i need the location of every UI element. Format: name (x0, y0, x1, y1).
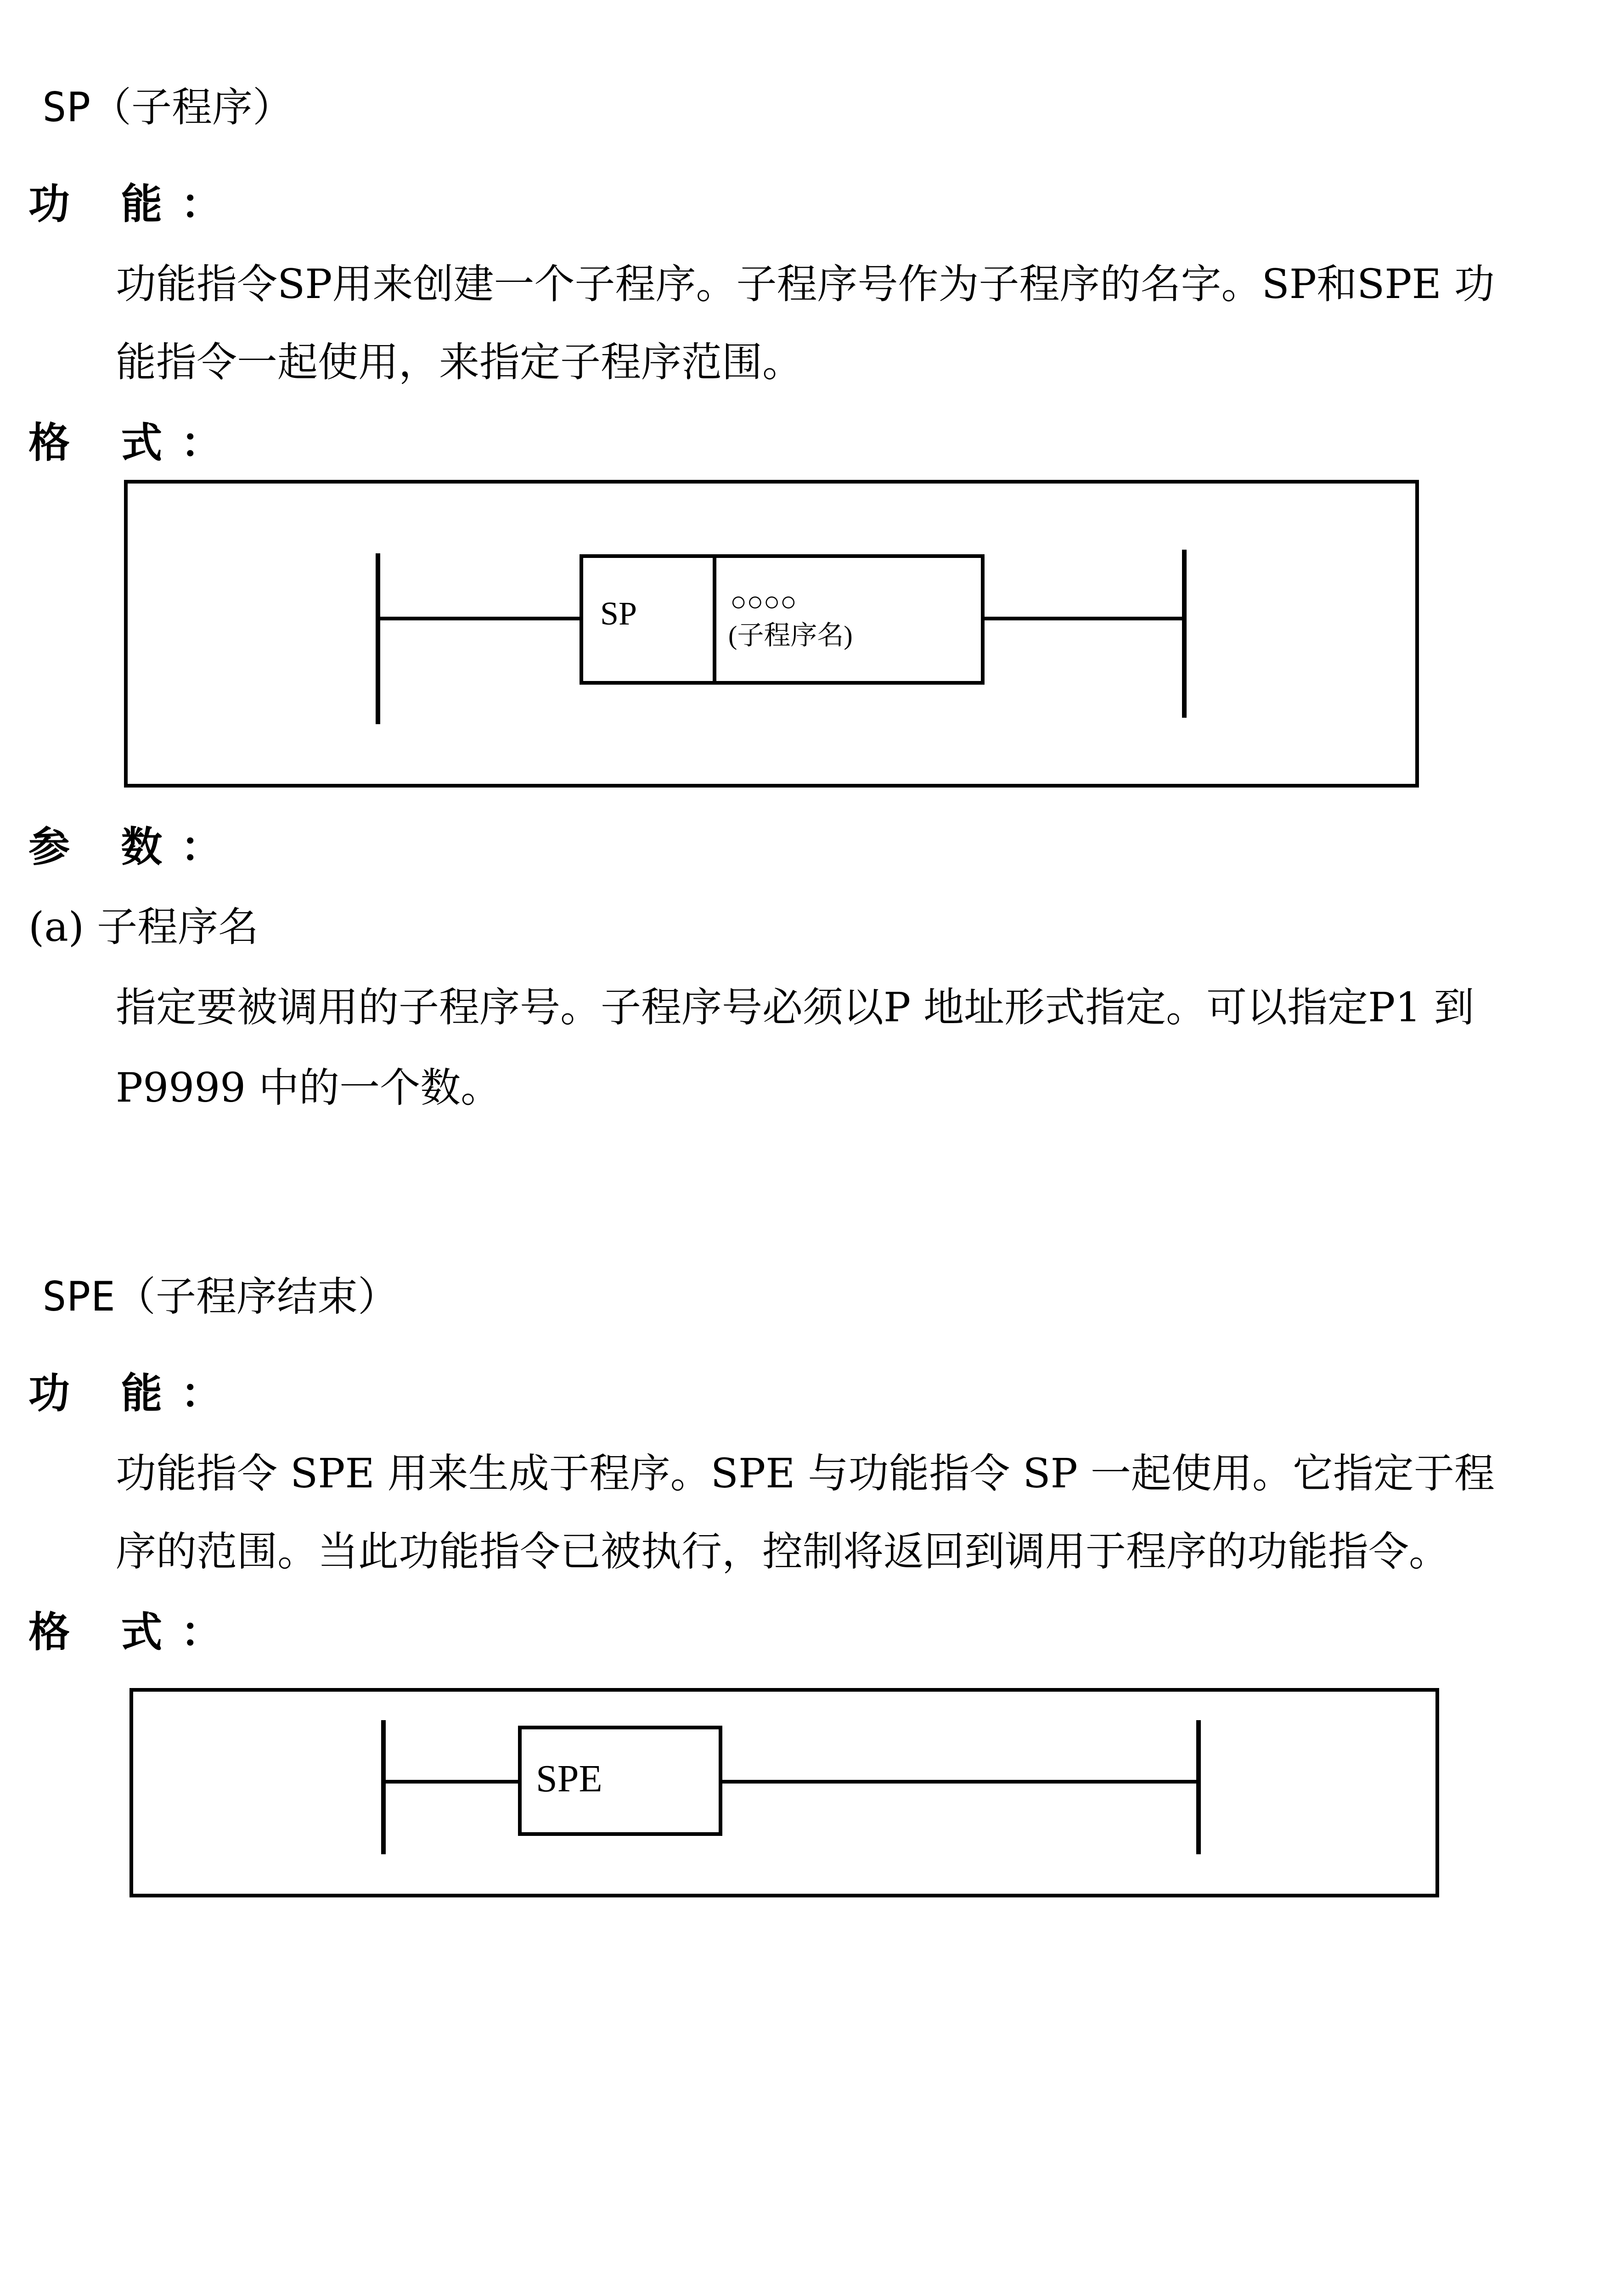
param-a-title: (a) 子程序名 (28, 903, 259, 951)
param-a-text-line2: P9999 中的一个数。 (116, 1064, 501, 1111)
sp-format-label: 格 式： (28, 419, 241, 467)
spe-format-label: 格 式： (28, 1608, 241, 1656)
spe-ladder-diagram-svg (129, 1688, 1439, 1897)
spe-ladder-diagram (129, 1688, 1439, 1897)
spe-function-text-line1: 功能指令 SPE 用来生成于程序。SPE 与功能指令 SP 一起使用。它指定于程 (116, 1450, 1495, 1497)
spe-box-label: SPE (536, 1757, 602, 1800)
spe-function-text-line2: 序的范围。当此功能指令已被执行，控制将返回到调用于程序的功能指令。 (116, 1528, 1450, 1575)
sp-instruction-box (581, 556, 983, 683)
sp-ladder-diagram-svg (124, 480, 1419, 788)
spe-diagram-frame (131, 1690, 1437, 1896)
sp-function-label: 功 能： (28, 180, 241, 228)
sp-function-text-line1: 功能指令SP用来创建一个子程序。子程序号作为子程序的名字。SP和SPE 功 (116, 260, 1495, 308)
sp-function-text-line2: 能指令一起使用，来指定子程序范围。 (116, 338, 803, 386)
sp-box-label: SP (600, 595, 637, 632)
spe-function-label: 功 能： (28, 1369, 241, 1418)
spe-section-title: SPE（子程序结束） (42, 1273, 398, 1320)
subprogram-name-placeholder: ○○○○ (730, 586, 797, 617)
param-a-text-line1: 指定要被调用的子程序号。子程序号必须以P 地址形式指定。可以指定P1 到 (116, 984, 1475, 1031)
sp-params-label: 参 数： (28, 823, 241, 871)
subprogram-name-caption: (子程序名) (728, 620, 853, 650)
sp-ladder-diagram (124, 480, 1419, 788)
sp-section-title: SP（子程序） (42, 84, 293, 131)
